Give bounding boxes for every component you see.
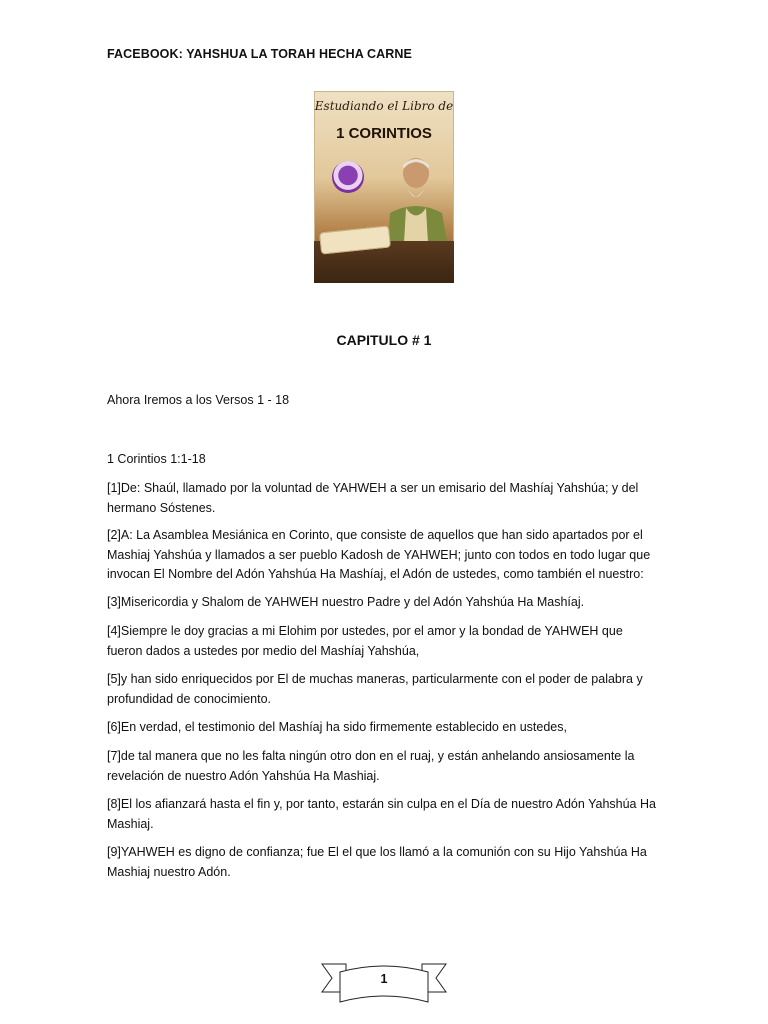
page-header: FACEBOOK: YAHSHUA LA TORAH HECHA CARNE xyxy=(107,47,412,61)
book-cover-image xyxy=(314,91,454,283)
verse-6: [6]En verdad, el testimonio del Mashíaj ha sido firmemente establecido en ustedes, xyxy=(107,720,567,734)
verse-8: [8]El los afianzará hasta el fin y, por tanto, estarán sin culpa en el Día de nuestro Adón Yahshúa Ha Mashiaj. xyxy=(107,797,656,831)
verse-3: [3]Misericordia y Shalom de YAHWEH nuestro Padre y del Adón Yahshúa Ha Mashíaj. xyxy=(107,595,585,609)
chapter-title: CAPITULO # 1 xyxy=(336,332,432,348)
intro-text: Ahora Iremos a los Versos 1 - 18 xyxy=(107,393,290,407)
cover-seal-logo xyxy=(332,161,364,193)
cover-title-top: Estudiando el Libro de xyxy=(314,99,454,113)
verse-4: [4]Siempre le doy gracias a mi Elohim por ustedes, por el amor y la bondad de YAHWEH que fueron dados a ustedes por medio del Mashíaj Yahshúa, xyxy=(107,624,623,658)
scripture-reference: 1 Corintios 1:1-18 xyxy=(107,452,206,466)
page-number: 1 xyxy=(380,972,388,986)
verse-7: [7]de tal manera que no les falta ningún otro don en el ruaj, y están anhelando ansiosamente la revelación de nuestro Adón Yahshúa Ha Mashiaj. xyxy=(107,749,635,783)
verse-2: [2]A: La Asamblea Mesiánica en Corinto, que consiste de aquellos que han sido apartados por el Mashiaj Yahshúa y llamados a ser pueblo Kadosh de YAHWEH; junto con todos en todo lugar que invocan El Nombre del Adón Yahshúa Ha Mashíaj, el Adón de ustedes, como también el nuestro: xyxy=(107,528,651,581)
verse-9: [9]YAHWEH es digno de confianza; fue El el que los llamó a la comunión con su Hijo Yahshúa Ha Mashiaj nuestro Adón. xyxy=(107,845,647,879)
verse-5: [5]y han sido enriquecidos por El de muchas maneras, particularmente con el poder de palabra y profundidad de conocimiento. xyxy=(107,672,643,706)
cover-title-main: 1 CORINTIOS xyxy=(336,125,432,142)
verse-1: [1]De: Shaúl, llamado por la voluntad de YAHWEH a ser un emisario del Mashíaj Yahshúa; y del hermano Sóstenes. xyxy=(107,481,639,515)
